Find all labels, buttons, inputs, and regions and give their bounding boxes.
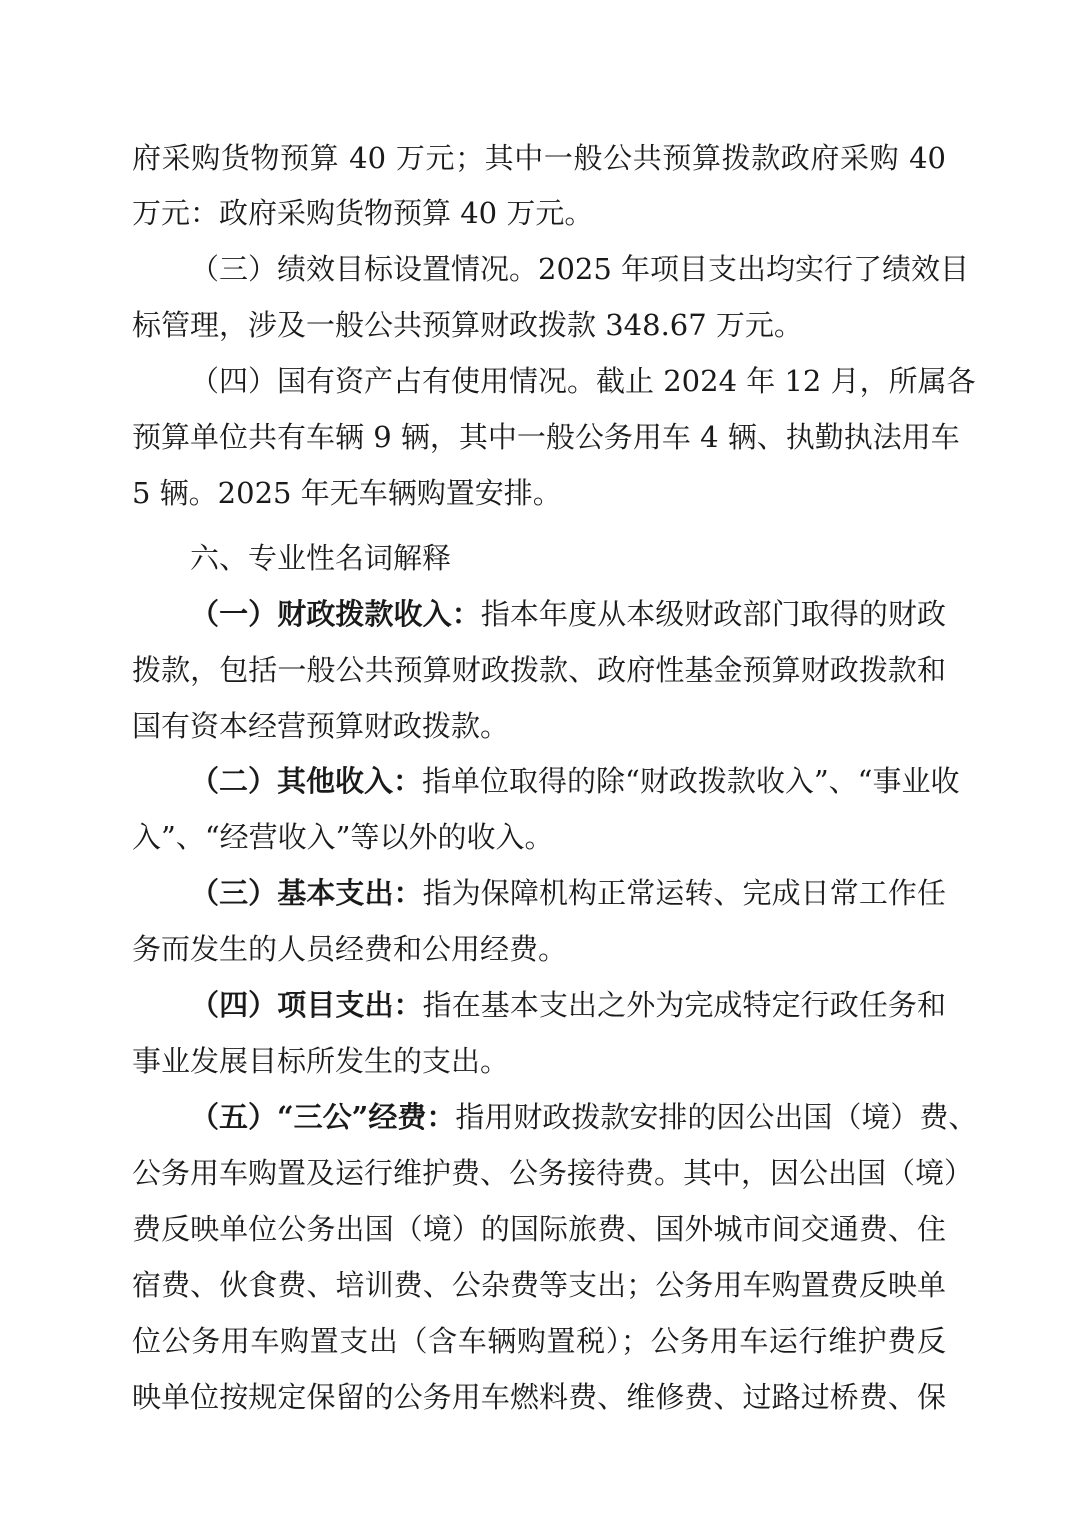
text-line: 预算单位共有车辆 9 辆，其中一般公务用车 4 辆、执勤执法用车 (132, 420, 960, 454)
term-line (190, 873, 946, 913)
term-label: （四）项目支出： (190, 988, 423, 1022)
term-line (190, 761, 960, 801)
text-line: 府采购货物预算 40 万元；其中一般公共预算拨款政府采购 40 (132, 141, 946, 175)
text-line: 5 辆。2025 年无车辆购置安排。 (132, 476, 562, 510)
text-line: 务而发生的人员经费和公用经费。 (132, 932, 568, 966)
term-line (190, 594, 946, 634)
term-definition: 指单位取得的除“财政拨款收入”、“事业收 (422, 764, 960, 798)
term-label: （五）“三公”经费： (190, 1100, 456, 1134)
term-definition: 指用财政拨款安排的因公出国（境）费、 (455, 1100, 978, 1134)
text-line: 入”、“经营收入”等以外的收入。 (132, 820, 554, 854)
term-line (190, 1097, 978, 1137)
text-line: 公务用车购置及运行维护费、公务接待费。其中，因公出国（境） (132, 1156, 974, 1190)
text-line: 宿费、伙食费、培训费、公杂费等支出；公务用车购置费反映单 (132, 1268, 946, 1302)
text-line: 位公务用车购置支出（含车辆购置税）；公务用车运行维护费反 (132, 1324, 946, 1358)
text-line: 国有资本经营预算财政拨款。 (132, 709, 510, 743)
text-line: 映单位按规定保留的公务用车燃料费、维修费、过路过桥费、保 (132, 1380, 946, 1414)
term-definition: 指为保障机构正常运转、完成日常工作任 (422, 876, 946, 910)
term-label: （一）财政拨款收入： (190, 597, 481, 631)
text-line: 事业发展目标所发生的支出。 (132, 1044, 510, 1078)
term-label: （三）基本支出： (190, 876, 423, 910)
text-line: 拨款，包括一般公共预算财政拨款、政府性基金预算财政拨款和 (132, 653, 946, 687)
term-definition: 指本年度从本级财政部门取得的财政 (480, 597, 946, 631)
text-line: 万元：政府采购货物预算 40 万元。 (132, 196, 594, 230)
text-line: 费反映单位公务出国（境）的国际旅费、国外城市间交通费、住 (132, 1212, 946, 1246)
section-heading: 六、专业性名词解释 (190, 541, 452, 575)
term-definition: 指在基本支出之外为完成特定行政任务和 (422, 988, 946, 1022)
text-line: （三）绩效目标设置情况。2025 年项目支出均实行了绩效目 (190, 252, 970, 286)
term-line (190, 985, 946, 1025)
term-label: （二）其他收入： (190, 764, 423, 798)
text-line: （四）国有资产占有使用情况。截止 2024 年 12 月，所属各 (190, 364, 976, 398)
text-line: 标管理，涉及一般公共预算财政拨款 348.67 万元。 (132, 308, 803, 342)
